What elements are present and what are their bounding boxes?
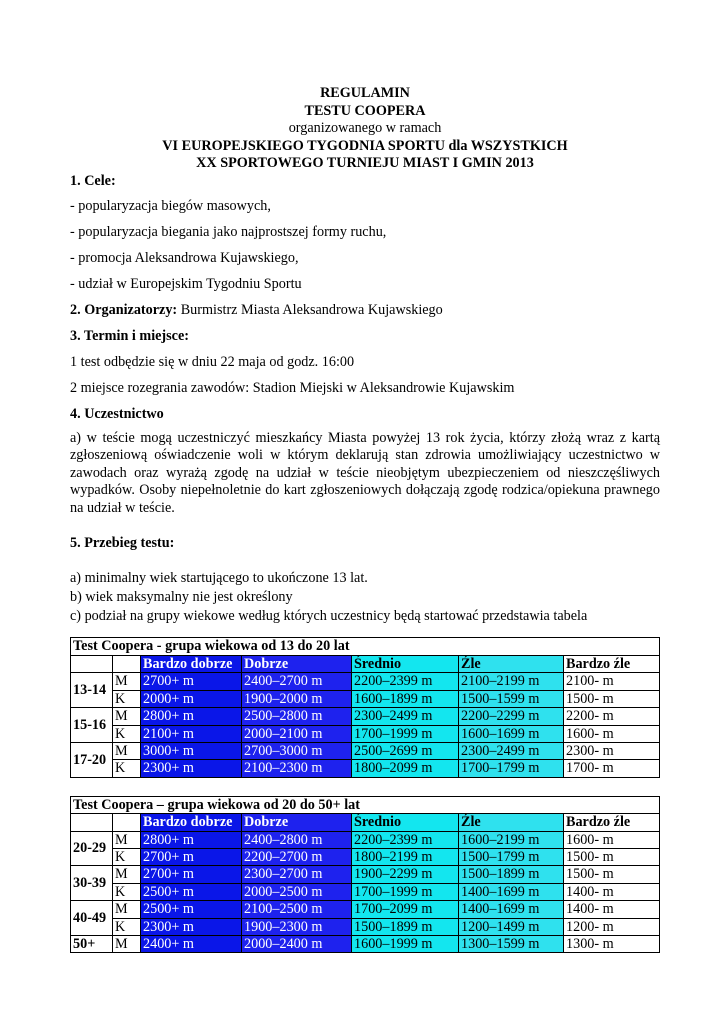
value-cell: 1800–2099 m [352, 760, 459, 777]
sex-cell: K [113, 760, 141, 777]
value-cell: 1200–1499 m [459, 918, 564, 935]
organizer-text: Burmistrz Miasta Aleksandrowa Kujawskiego [177, 301, 443, 318]
table-row [71, 673, 660, 690]
value-cell: 1700- m [564, 760, 660, 777]
value-cell: 1900–2300 m [242, 918, 352, 935]
value-cell: 2700+ m [141, 673, 242, 690]
value-cell: 2700+ m [141, 866, 242, 883]
table-row [71, 708, 660, 725]
value-cell: 1500- m [564, 690, 660, 707]
value-cell: 2300- m [564, 742, 660, 759]
participation-text: a) w teście mogą uczestniczyć mieszkańcy Miasta powyżej 13 rok życia, którzy złożą wraz z kartą zgłoszeniową oświadczenie woli w którym deklarują stan zdrowia umożliwiający uczestnictwo w zawodach oraz wyrażą zgodę na udział w teście nieobjętym ubezpieczeniem od nieszczęśliwych wypadków. Osoby niepełnoletnie do kart zgłoszeniowych dołączają zgodę rodzica/opiekuna prawnego na udział w teście. [70, 429, 660, 516]
value-cell: 2200–2399 m [352, 673, 459, 690]
age-group: 30-39 [71, 866, 113, 901]
value-cell: 2100–2300 m [242, 760, 352, 777]
table-row [71, 935, 660, 952]
col-header-very-good: Bardzo dobrze [141, 814, 242, 831]
age-group: 15-16 [71, 708, 113, 743]
empty-cell [71, 814, 113, 831]
value-cell: 2300–2700 m [242, 866, 352, 883]
sex-cell: M [113, 708, 141, 725]
document-page [70, 85, 660, 953]
col-header-good: Dobrze [242, 814, 352, 831]
sex-cell: M [113, 901, 141, 918]
sex-cell: K [113, 848, 141, 865]
cooper-table-20-50 [70, 796, 660, 954]
doc-subtitle: organizowanego w ramach [288, 120, 442, 136]
section-1-heading: 1. Cele: [70, 172, 116, 189]
goal-item: - popularyzacja biegania jako najprostszej formy ruchu, [70, 223, 387, 240]
value-cell: 1600–1999 m [352, 935, 459, 952]
table-row [71, 848, 660, 865]
table-caption: Test Coopera – grupa wiekowa od 20 do 50+ lat [71, 796, 660, 813]
value-cell: 1700–1799 m [459, 760, 564, 777]
value-cell: 2200- m [564, 708, 660, 725]
sex-cell: K [113, 725, 141, 742]
section-2-heading: 2. Organizatorzy: [70, 301, 178, 318]
value-cell: 2000+ m [141, 690, 242, 707]
value-cell: 2200–2299 m [459, 708, 564, 725]
goal-item: - popularyzacja biegów masowych, [70, 197, 271, 214]
empty-cell [113, 814, 141, 831]
value-cell: 2500+ m [141, 901, 242, 918]
value-cell: 2100- m [564, 673, 660, 690]
age-group: 13-14 [71, 673, 113, 708]
empty-cell [71, 655, 113, 672]
doc-tournament-name: XX SPORTOWEGO TURNIEJU MIAST I GMIN 2013 [196, 155, 534, 171]
value-cell: 1700–1999 m [352, 883, 459, 900]
table-row [71, 883, 660, 900]
value-cell: 1500- m [564, 866, 660, 883]
sex-cell: K [113, 883, 141, 900]
value-cell: 2000–2500 m [242, 883, 352, 900]
value-cell: 1900–2299 m [352, 866, 459, 883]
value-cell: 1900–2000 m [242, 690, 352, 707]
age-group: 50+ [71, 935, 113, 952]
value-cell: 2200–2700 m [242, 848, 352, 865]
sex-cell: M [113, 935, 141, 952]
empty-cell [113, 655, 141, 672]
section-5-heading: 5. Przebieg testu: [70, 535, 175, 552]
value-cell: 1300- m [564, 935, 660, 952]
venue-line: 2 miejsce rozegrania zawodów: Stadion Miejski w Aleksandrowie Kujawskim [70, 379, 515, 396]
section-2 [70, 302, 660, 319]
value-cell: 2000–2400 m [242, 935, 352, 952]
value-cell: 1600- m [564, 725, 660, 742]
value-cell: 1500–1599 m [459, 690, 564, 707]
value-cell: 2500+ m [141, 883, 242, 900]
section-3-heading: 3. Termin i miejsce: [70, 327, 189, 344]
table-caption-row [71, 796, 660, 813]
table-caption-row [71, 638, 660, 655]
value-cell: 1400- m [564, 883, 660, 900]
table-row [71, 901, 660, 918]
sex-cell: K [113, 918, 141, 935]
value-cell: 2500–2800 m [242, 708, 352, 725]
sex-cell: M [113, 831, 141, 848]
value-cell: 1600–2199 m [459, 831, 564, 848]
goal-item: - udział w Europejskim Tygodniu Sportu [70, 275, 302, 292]
table-caption: Test Coopera - grupa wiekowa od 13 do 20 lat [71, 638, 660, 655]
col-header-bad: Źle [459, 655, 564, 672]
cooper-table-13-20 [70, 637, 660, 777]
value-cell: 1400- m [564, 901, 660, 918]
value-cell: 1700–1999 m [352, 725, 459, 742]
table-row [71, 918, 660, 935]
table-header-row [71, 814, 660, 831]
sex-cell: M [113, 742, 141, 759]
value-cell: 2200–2399 m [352, 831, 459, 848]
value-cell: 2000–2100 m [242, 725, 352, 742]
value-cell: 2700–3000 m [242, 742, 352, 759]
value-cell: 1500–1799 m [459, 848, 564, 865]
rule-a: a) minimalny wiek startującego to ukończone 13 lat. [70, 570, 368, 587]
value-cell: 1200- m [564, 918, 660, 935]
value-cell: 3000+ m [141, 742, 242, 759]
rule-c: c) podział na grupy wiekowe według których uczestnicy będą startować przedstawia tabela [70, 608, 588, 625]
goal-item: - promocja Aleksandrowa Kujawskiego, [70, 249, 299, 266]
value-cell: 2500–2699 m [352, 742, 459, 759]
date-line: 1 test odbędzie się w dniu 22 maja od godz. 16:00 [70, 353, 355, 370]
table-header-row [71, 655, 660, 672]
doc-title-regulamin: REGULAMIN [320, 85, 410, 101]
doc-event-name: VI EUROPEJSKIEGO TYGODNIA SPORTU dla WSZYSTKICH [162, 137, 568, 154]
value-cell: 2100–2199 m [459, 673, 564, 690]
sex-cell: M [113, 866, 141, 883]
col-header-average: Średnio [352, 814, 459, 831]
col-header-good: Dobrze [242, 655, 352, 672]
table-row [71, 690, 660, 707]
value-cell: 2300–2499 m [459, 742, 564, 759]
table-row [71, 742, 660, 759]
age-group: 17-20 [71, 742, 113, 777]
section-4-heading: 4. Uczestnictwo [70, 405, 164, 422]
value-cell: 1400–1699 m [459, 901, 564, 918]
table-row [71, 725, 660, 742]
table-row [71, 866, 660, 883]
doc-title-test: TESTU COOPERA [304, 102, 426, 119]
value-cell: 1800–2199 m [352, 848, 459, 865]
value-cell: 2800+ m [141, 708, 242, 725]
table-row [71, 760, 660, 777]
value-cell: 1600- m [564, 831, 660, 848]
sex-cell: K [113, 690, 141, 707]
value-cell: 2400+ m [141, 935, 242, 952]
value-cell: 2100+ m [141, 725, 242, 742]
col-header-very-bad: Bardzo źle [564, 814, 660, 831]
value-cell: 1400–1699 m [459, 883, 564, 900]
age-group: 20-29 [71, 831, 113, 866]
value-cell: 2400–2800 m [242, 831, 352, 848]
value-cell: 2400–2700 m [242, 673, 352, 690]
value-cell: 2800+ m [141, 831, 242, 848]
value-cell: 1600–1699 m [459, 725, 564, 742]
sex-cell: M [113, 673, 141, 690]
col-header-very-bad: Bardzo źle [564, 655, 660, 672]
col-header-average: Średnio [352, 655, 459, 672]
value-cell: 1500–1899 m [459, 866, 564, 883]
value-cell: 1600–1899 m [352, 690, 459, 707]
value-cell: 2100–2500 m [242, 901, 352, 918]
value-cell: 2700+ m [141, 848, 242, 865]
value-cell: 1500- m [564, 848, 660, 865]
table-row [71, 831, 660, 848]
col-header-bad: Źle [459, 814, 564, 831]
age-group: 40-49 [71, 901, 113, 936]
value-cell: 2300+ m [141, 918, 242, 935]
value-cell: 1700–2099 m [352, 901, 459, 918]
rule-b: b) wiek maksymalny nie jest określony [70, 589, 293, 606]
value-cell: 2300–2499 m [352, 708, 459, 725]
value-cell: 2300+ m [141, 760, 242, 777]
col-header-very-good: Bardzo dobrze [141, 655, 242, 672]
value-cell: 1500–1899 m [352, 918, 459, 935]
value-cell: 1300–1599 m [459, 935, 564, 952]
